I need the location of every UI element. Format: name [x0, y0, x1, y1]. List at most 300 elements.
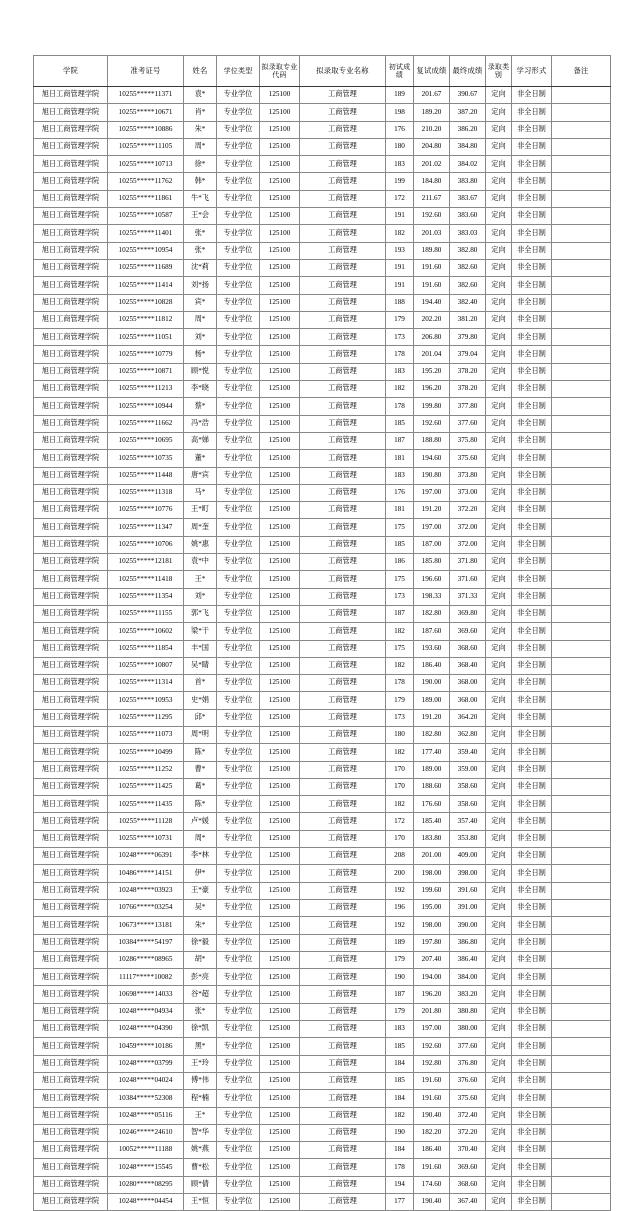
- cell-second-score: 177.40: [414, 744, 450, 761]
- cell-degree-type: 专业学位: [217, 951, 260, 968]
- cell-second-score: 206.80: [414, 329, 450, 346]
- cell-major-code: 125100: [260, 519, 300, 536]
- cell-major-code: 125100: [260, 969, 300, 986]
- cell-first-score: 179: [386, 692, 414, 709]
- cell-study-form: 非全日制: [512, 87, 552, 104]
- cell-admit-type: 定向: [486, 225, 512, 242]
- cell-name: 王*豪: [184, 882, 217, 899]
- cell-admit-type: 定向: [486, 571, 512, 588]
- cell-study-form: 非全日制: [512, 744, 552, 761]
- cell-degree-type: 专业学位: [217, 87, 260, 104]
- cell-final-score: 376.80: [450, 1055, 486, 1072]
- cell-name: 程*楠: [184, 1090, 217, 1107]
- cell-exam-no: 10255*****11425: [108, 778, 184, 795]
- cell-remark: [552, 588, 611, 605]
- table-row: [34, 502, 611, 519]
- cell-major-code: 125100: [260, 104, 300, 121]
- cell-study-form: 非全日制: [512, 605, 552, 622]
- cell-major-name: 工商管理: [300, 554, 386, 571]
- table-row: [34, 294, 611, 311]
- cell-admit-type: 定向: [486, 726, 512, 743]
- cell-degree-type: 专业学位: [217, 623, 260, 640]
- cell-degree-type: 专业学位: [217, 208, 260, 225]
- cell-first-score: 170: [386, 761, 414, 778]
- table-row: [34, 311, 611, 328]
- cell-final-score: 362.80: [450, 726, 486, 743]
- cell-major-code: 125100: [260, 329, 300, 346]
- cell-second-score: 189.80: [414, 242, 450, 259]
- cell-major-name: 工商管理: [300, 986, 386, 1003]
- cell-first-score: 187: [386, 605, 414, 622]
- cell-second-score: 191.60: [414, 1159, 450, 1176]
- cell-college: 旭日工商管理学院: [34, 640, 108, 657]
- cell-first-score: 184: [386, 1090, 414, 1107]
- cell-college: 旭日工商管理学院: [34, 796, 108, 813]
- cell-major-code: 125100: [260, 657, 300, 674]
- cell-final-score: 380.00: [450, 1021, 486, 1038]
- cell-exam-no: 10255*****10706: [108, 536, 184, 553]
- cell-major-name: 工商管理: [300, 623, 386, 640]
- cell-first-score: 192: [386, 882, 414, 899]
- cell-exam-no: 10248*****04934: [108, 1003, 184, 1020]
- cell-remark: [552, 1107, 611, 1124]
- cell-degree-type: 专业学位: [217, 986, 260, 1003]
- cell-first-score: 175: [386, 519, 414, 536]
- cell-major-code: 125100: [260, 1159, 300, 1176]
- cell-final-score: 386.80: [450, 934, 486, 951]
- cell-final-score: 379.80: [450, 329, 486, 346]
- cell-college: 旭日工商管理学院: [34, 882, 108, 899]
- table-row: [34, 623, 611, 640]
- cell-first-score: 189: [386, 87, 414, 104]
- cell-major-code: 125100: [260, 138, 300, 155]
- cell-final-score: 391.00: [450, 899, 486, 916]
- cell-major-name: 工商管理: [300, 173, 386, 190]
- cell-study-form: 非全日制: [512, 225, 552, 242]
- cell-study-form: 非全日制: [512, 554, 552, 571]
- table-row: [34, 899, 611, 916]
- table-row: [34, 1124, 611, 1141]
- cell-name: 陈*: [184, 744, 217, 761]
- cell-major-name: 工商管理: [300, 242, 386, 259]
- cell-name: 周*明: [184, 726, 217, 743]
- column-header-remark: 备注: [552, 56, 611, 87]
- cell-final-score: 377.80: [450, 398, 486, 415]
- cell-degree-type: 专业学位: [217, 450, 260, 467]
- cell-first-score: 178: [386, 398, 414, 415]
- cell-major-code: 125100: [260, 848, 300, 865]
- cell-name: 周*: [184, 138, 217, 155]
- cell-degree-type: 专业学位: [217, 830, 260, 847]
- cell-major-name: 工商管理: [300, 1090, 386, 1107]
- cell-major-code: 125100: [260, 917, 300, 934]
- cell-exam-no: 10255*****11448: [108, 467, 184, 484]
- cell-admit-type: 定向: [486, 1090, 512, 1107]
- cell-remark: [552, 692, 611, 709]
- cell-first-score: 198: [386, 104, 414, 121]
- cell-final-score: 390.67: [450, 87, 486, 104]
- table-row: [34, 657, 611, 674]
- cell-admit-type: 定向: [486, 882, 512, 899]
- cell-degree-type: 专业学位: [217, 277, 260, 294]
- table-row: [34, 778, 611, 795]
- cell-final-score: 382.60: [450, 277, 486, 294]
- cell-major-code: 125100: [260, 363, 300, 380]
- cell-admit-type: 定向: [486, 156, 512, 173]
- cell-admit-type: 定向: [486, 675, 512, 692]
- cell-first-score: 185: [386, 1038, 414, 1055]
- cell-admit-type: 定向: [486, 432, 512, 449]
- cell-remark: [552, 1194, 611, 1211]
- cell-second-score: 199.80: [414, 398, 450, 415]
- cell-study-form: 非全日制: [512, 156, 552, 173]
- column-header-college: 学院: [34, 56, 108, 87]
- cell-admit-type: 定向: [486, 1038, 512, 1055]
- cell-major-code: 125100: [260, 951, 300, 968]
- cell-study-form: 非全日制: [512, 571, 552, 588]
- cell-remark: [552, 986, 611, 1003]
- cell-exam-no: 10248*****04454: [108, 1194, 184, 1211]
- cell-first-score: 175: [386, 571, 414, 588]
- cell-exam-no: 10255*****11689: [108, 259, 184, 276]
- cell-second-score: 191.60: [414, 259, 450, 276]
- cell-remark: [552, 675, 611, 692]
- cell-major-name: 工商管理: [300, 865, 386, 882]
- cell-first-score: 182: [386, 1107, 414, 1124]
- cell-admit-type: 定向: [486, 865, 512, 882]
- cell-name: 黑*: [184, 1038, 217, 1055]
- cell-major-name: 工商管理: [300, 1003, 386, 1020]
- column-header-major-code: 拟录取专业代码: [260, 56, 300, 87]
- cell-first-score: 175: [386, 640, 414, 657]
- cell-admit-type: 定向: [486, 1176, 512, 1193]
- cell-admit-type: 定向: [486, 173, 512, 190]
- table-row: [34, 744, 611, 761]
- cell-college: 旭日工商管理学院: [34, 225, 108, 242]
- cell-college: 旭日工商管理学院: [34, 432, 108, 449]
- table-row: [34, 208, 611, 225]
- cell-major-code: 125100: [260, 554, 300, 571]
- cell-admit-type: 定向: [486, 121, 512, 138]
- cell-exam-no: 10248*****03799: [108, 1055, 184, 1072]
- cell-first-score: 183: [386, 1021, 414, 1038]
- cell-major-name: 工商管理: [300, 484, 386, 501]
- cell-major-name: 工商管理: [300, 675, 386, 692]
- cell-study-form: 非全日制: [512, 1124, 552, 1141]
- cell-major-code: 125100: [260, 536, 300, 553]
- cell-exam-no: 10248*****06391: [108, 848, 184, 865]
- cell-remark: [552, 225, 611, 242]
- cell-degree-type: 专业学位: [217, 865, 260, 882]
- cell-major-name: 工商管理: [300, 934, 386, 951]
- cell-admit-type: 定向: [486, 346, 512, 363]
- cell-second-score: 201.80: [414, 1003, 450, 1020]
- cell-study-form: 非全日制: [512, 1090, 552, 1107]
- cell-second-score: 196.60: [414, 571, 450, 588]
- cell-name: 王*玲: [184, 1055, 217, 1072]
- table-row: [34, 1194, 611, 1211]
- cell-final-score: 380.80: [450, 1003, 486, 1020]
- cell-remark: [552, 605, 611, 622]
- cell-college: 旭日工商管理学院: [34, 208, 108, 225]
- cell-degree-type: 专业学位: [217, 554, 260, 571]
- cell-second-score: 190.40: [414, 1107, 450, 1124]
- cell-first-score: 180: [386, 138, 414, 155]
- cell-major-name: 工商管理: [300, 1124, 386, 1141]
- table-row: [34, 1142, 611, 1159]
- cell-remark: [552, 1124, 611, 1141]
- cell-remark: [552, 917, 611, 934]
- cell-admit-type: 定向: [486, 104, 512, 121]
- cell-first-score: 187: [386, 986, 414, 1003]
- cell-remark: [552, 1142, 611, 1159]
- cell-degree-type: 专业学位: [217, 813, 260, 830]
- cell-first-score: 176: [386, 121, 414, 138]
- cell-college: 旭日工商管理学院: [34, 1194, 108, 1211]
- table-row: [34, 329, 611, 346]
- cell-first-score: 184: [386, 1142, 414, 1159]
- cell-study-form: 非全日制: [512, 294, 552, 311]
- cell-second-score: 199.60: [414, 882, 450, 899]
- cell-first-score: 194: [386, 1176, 414, 1193]
- cell-remark: [552, 1003, 611, 1020]
- cell-name: 徐*毅: [184, 934, 217, 951]
- cell-exam-no: 10255*****11314: [108, 675, 184, 692]
- cell-college: 旭日工商管理学院: [34, 156, 108, 173]
- cell-major-name: 工商管理: [300, 778, 386, 795]
- cell-exam-no: 10255*****11354: [108, 588, 184, 605]
- cell-final-score: 381.20: [450, 311, 486, 328]
- cell-first-score: 172: [386, 190, 414, 207]
- cell-name: 吴*: [184, 899, 217, 916]
- cell-study-form: 非全日制: [512, 173, 552, 190]
- cell-name: 曹*松: [184, 1159, 217, 1176]
- cell-remark: [552, 1038, 611, 1055]
- cell-major-code: 125100: [260, 502, 300, 519]
- cell-final-score: 390.00: [450, 917, 486, 934]
- cell-degree-type: 专业学位: [217, 796, 260, 813]
- table-row: [34, 692, 611, 709]
- cell-final-score: 369.60: [450, 1159, 486, 1176]
- cell-major-name: 工商管理: [300, 899, 386, 916]
- cell-first-score: 173: [386, 329, 414, 346]
- cell-first-score: 184: [386, 1055, 414, 1072]
- table-row: [34, 726, 611, 743]
- cell-remark: [552, 934, 611, 951]
- table-row: [34, 259, 611, 276]
- cell-college: 旭日工商管理学院: [34, 588, 108, 605]
- cell-final-score: 373.00: [450, 484, 486, 501]
- cell-college: 旭日工商管理学院: [34, 969, 108, 986]
- cell-admit-type: 定向: [486, 415, 512, 432]
- cell-admit-type: 定向: [486, 554, 512, 571]
- cell-remark: [552, 536, 611, 553]
- column-header-exam-no: 准考证号: [108, 56, 184, 87]
- cell-major-code: 125100: [260, 467, 300, 484]
- cell-degree-type: 专业学位: [217, 104, 260, 121]
- cell-exam-no: 10255*****10499: [108, 744, 184, 761]
- cell-name: 谷*超: [184, 986, 217, 1003]
- cell-second-score: 189.20: [414, 104, 450, 121]
- cell-remark: [552, 294, 611, 311]
- cell-final-score: 386.20: [450, 121, 486, 138]
- table-row: [34, 813, 611, 830]
- cell-final-score: 382.80: [450, 242, 486, 259]
- cell-remark: [552, 571, 611, 588]
- cell-college: 旭日工商管理学院: [34, 986, 108, 1003]
- cell-major-name: 工商管理: [300, 536, 386, 553]
- cell-college: 旭日工商管理学院: [34, 1124, 108, 1141]
- cell-final-score: 383.80: [450, 173, 486, 190]
- cell-admit-type: 定向: [486, 1142, 512, 1159]
- cell-remark: [552, 87, 611, 104]
- cell-name: 朱*: [184, 121, 217, 138]
- cell-exam-no: 10255*****11051: [108, 329, 184, 346]
- table-row: [34, 848, 611, 865]
- cell-second-score: 185.80: [414, 554, 450, 571]
- cell-exam-no: 10248*****05116: [108, 1107, 184, 1124]
- cell-degree-type: 专业学位: [217, 588, 260, 605]
- cell-major-code: 125100: [260, 623, 300, 640]
- cell-name: 王*: [184, 1107, 217, 1124]
- cell-major-name: 工商管理: [300, 571, 386, 588]
- cell-name: 顾*倩: [184, 1176, 217, 1193]
- cell-first-score: 191: [386, 277, 414, 294]
- cell-name: 肖*: [184, 104, 217, 121]
- table-row: [34, 398, 611, 415]
- cell-second-score: 194.00: [414, 969, 450, 986]
- cell-admit-type: 定向: [486, 87, 512, 104]
- cell-college: 旭日工商管理学院: [34, 311, 108, 328]
- cell-name: 卢*媛: [184, 813, 217, 830]
- cell-degree-type: 专业学位: [217, 415, 260, 432]
- cell-college: 旭日工商管理学院: [34, 190, 108, 207]
- cell-remark: [552, 623, 611, 640]
- cell-name: 袁*: [184, 87, 217, 104]
- cell-degree-type: 专业学位: [217, 726, 260, 743]
- cell-degree-type: 专业学位: [217, 1021, 260, 1038]
- table-row: [34, 969, 611, 986]
- cell-exam-no: 10255*****10886: [108, 121, 184, 138]
- cell-first-score: 182: [386, 796, 414, 813]
- cell-college: 旭日工商管理学院: [34, 87, 108, 104]
- cell-name: 袁*中: [184, 554, 217, 571]
- cell-college: 旭日工商管理学院: [34, 1090, 108, 1107]
- cell-admit-type: 定向: [486, 1003, 512, 1020]
- cell-degree-type: 专业学位: [217, 709, 260, 726]
- table-row: [34, 571, 611, 588]
- cell-second-score: 201.03: [414, 225, 450, 242]
- cell-college: 旭日工商管理学院: [34, 242, 108, 259]
- cell-second-score: 176.60: [414, 796, 450, 813]
- cell-major-code: 125100: [260, 882, 300, 899]
- cell-name: 马*: [184, 484, 217, 501]
- cell-study-form: 非全日制: [512, 813, 552, 830]
- cell-remark: [552, 969, 611, 986]
- cell-degree-type: 专业学位: [217, 605, 260, 622]
- cell-college: 旭日工商管理学院: [34, 830, 108, 847]
- cell-study-form: 非全日制: [512, 346, 552, 363]
- cell-study-form: 非全日制: [512, 363, 552, 380]
- cell-major-name: 工商管理: [300, 1072, 386, 1089]
- cell-degree-type: 专业学位: [217, 848, 260, 865]
- cell-admit-type: 定向: [486, 398, 512, 415]
- cell-first-score: 182: [386, 657, 414, 674]
- cell-study-form: 非全日制: [512, 1072, 552, 1089]
- cell-final-score: 378.20: [450, 381, 486, 398]
- cell-remark: [552, 311, 611, 328]
- cell-major-code: 125100: [260, 1142, 300, 1159]
- cell-major-name: 工商管理: [300, 432, 386, 449]
- cell-exam-no: 10248*****04390: [108, 1021, 184, 1038]
- cell-final-score: 364.20: [450, 709, 486, 726]
- cell-college: 旭日工商管理学院: [34, 138, 108, 155]
- cell-second-score: 174.60: [414, 1176, 450, 1193]
- cell-major-code: 125100: [260, 1107, 300, 1124]
- cell-major-name: 工商管理: [300, 1107, 386, 1124]
- table-row: [34, 986, 611, 1003]
- cell-major-code: 125100: [260, 744, 300, 761]
- cell-degree-type: 专业学位: [217, 1194, 260, 1211]
- table-row: [34, 882, 611, 899]
- cell-name: 胡*: [184, 951, 217, 968]
- cell-study-form: 非全日制: [512, 588, 552, 605]
- cell-final-score: 375.80: [450, 432, 486, 449]
- cell-study-form: 非全日制: [512, 986, 552, 1003]
- cell-major-name: 工商管理: [300, 225, 386, 242]
- cell-remark: [552, 726, 611, 743]
- cell-admit-type: 定向: [486, 190, 512, 207]
- cell-final-score: 386.40: [450, 951, 486, 968]
- cell-second-score: 187.60: [414, 623, 450, 640]
- cell-exam-no: 10248*****03923: [108, 882, 184, 899]
- cell-first-score: 196: [386, 899, 414, 916]
- cell-exam-no: 10255*****10807: [108, 657, 184, 674]
- column-header-final-score: 最终成绩: [450, 56, 486, 87]
- cell-major-name: 工商管理: [300, 796, 386, 813]
- cell-major-code: 125100: [260, 208, 300, 225]
- cell-study-form: 非全日制: [512, 709, 552, 726]
- cell-college: 旭日工商管理学院: [34, 726, 108, 743]
- cell-second-score: 192.60: [414, 208, 450, 225]
- cell-remark: [552, 502, 611, 519]
- cell-admit-type: 定向: [486, 917, 512, 934]
- cell-major-code: 125100: [260, 605, 300, 622]
- cell-college: 旭日工商管理学院: [34, 381, 108, 398]
- cell-exam-no: 10255*****10602: [108, 623, 184, 640]
- cell-name: 牛*飞: [184, 190, 217, 207]
- table-row: [34, 363, 611, 380]
- cell-college: 旭日工商管理学院: [34, 1038, 108, 1055]
- cell-major-code: 125100: [260, 640, 300, 657]
- table-row: [34, 1176, 611, 1193]
- cell-exam-no: 10255*****11347: [108, 519, 184, 536]
- cell-college: 旭日工商管理学院: [34, 346, 108, 363]
- column-header-degree-type: 学位类型: [217, 56, 260, 87]
- cell-name: 智*华: [184, 1124, 217, 1141]
- table-row: [34, 1072, 611, 1089]
- cell-name: 彭*亮: [184, 969, 217, 986]
- cell-study-form: 非全日制: [512, 640, 552, 657]
- cell-final-score: 368.40: [450, 657, 486, 674]
- cell-major-name: 工商管理: [300, 882, 386, 899]
- cell-name: 史*娟: [184, 692, 217, 709]
- cell-degree-type: 专业学位: [217, 657, 260, 674]
- cell-study-form: 非全日制: [512, 675, 552, 692]
- cell-second-score: 182.80: [414, 726, 450, 743]
- cell-major-code: 125100: [260, 692, 300, 709]
- cell-admit-type: 定向: [486, 1124, 512, 1141]
